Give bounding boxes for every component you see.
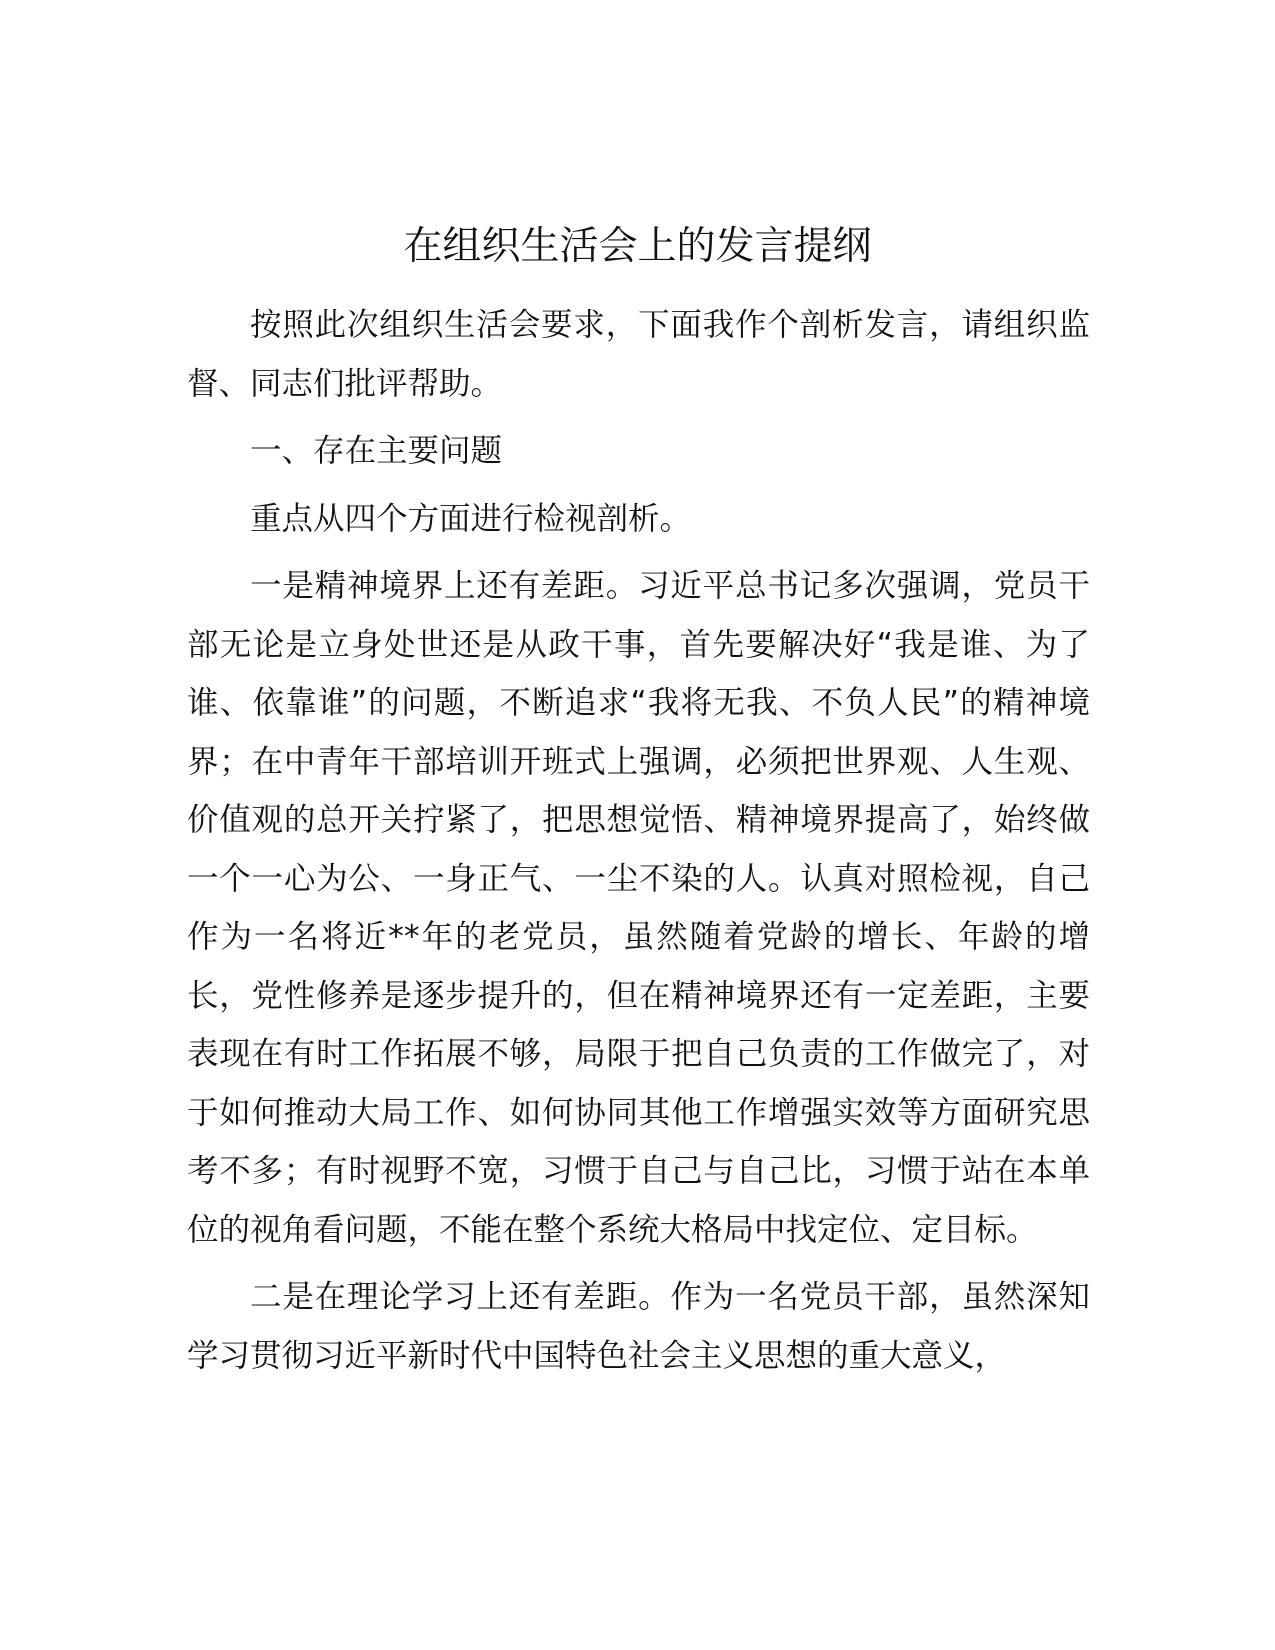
paragraph-theory-study: 二是在理论学习上还有差距。作为一名党员干部，虽然深知学习贯彻习近平新时代中国特色社会主义思想的重大意义， xyxy=(187,1279,1090,1374)
section-heading-problems: 一、存在主要问题 xyxy=(250,433,503,469)
paragraph-overview: 重点从四个方面进行检视剖析。 xyxy=(250,500,692,537)
paragraph-spiritual-realm: 一是精神境界上还有差距。习近平总书记多次强调，党员干部无论是立身处世还是从政干事，首先要解决好“我是谁、为了谁、依靠谁”的问题，不断追求“我将无我、不负人民”的精神境界；在中青年干部培训开班式上强调，必须把世界观、人生观、价值观的总开关拧紧了，把思想觉悟、精神境界提高了，始终做一个一心为公、一身正气、一尘不染的人。认真对照检视，自己作为一名将近**年的老党员，虽然随着党龄的增长、年龄的增长，党性修养是逐步提升的，但在精神境界还有一定差距，主要表现在有时工作拓展不够，局限于把自己负责的工作做完了，对于如何推动大局工作、如何协同其他工作增强实效等方面研究思考不多；有时视野不宽，习惯于自己与自己比，习惯于站在本单位的视角看问题，不能在整个系统大格局中找定位、定目标。 xyxy=(187,568,1090,1248)
paragraph-intro: 按照此次组织生活会要求，下面我作个剖析发言，请组织监督、同志们批评帮助。 xyxy=(187,307,1090,402)
document-title: 在组织生活会上的发言提纲 xyxy=(403,224,872,269)
document-body xyxy=(187,296,1090,1394)
